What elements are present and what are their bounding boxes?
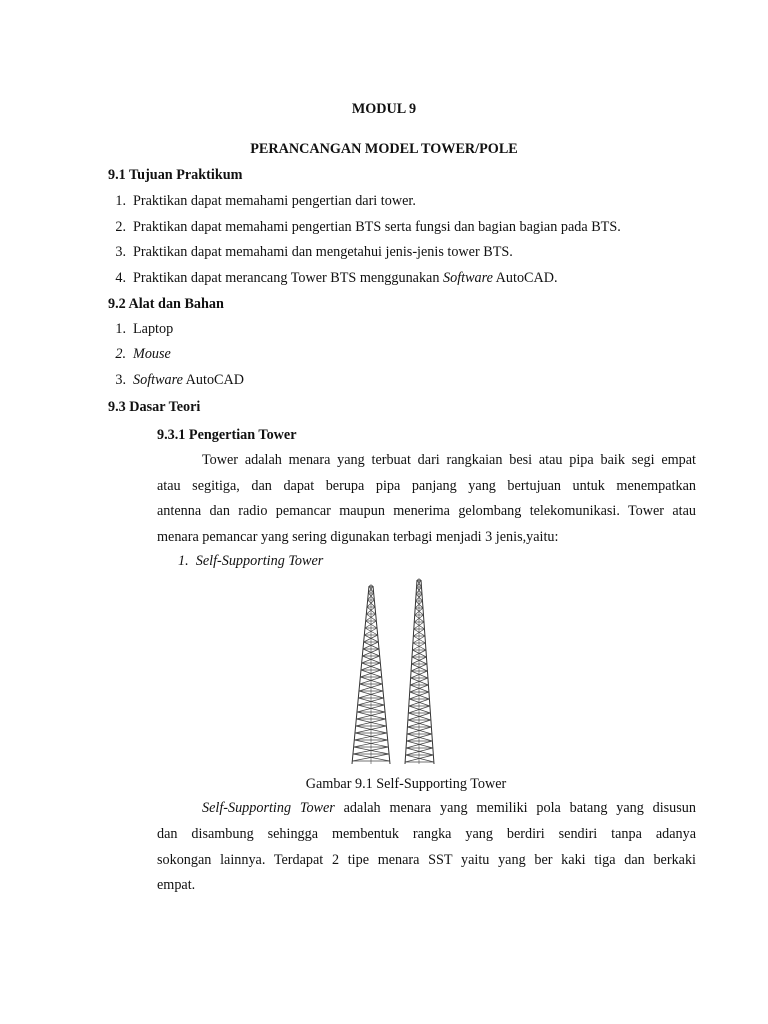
list-item: 4. Praktikan dapat merancang Tower BTS menggunakan Software AutoCAD. [115, 270, 558, 286]
list-item: 2. Mouse [115, 346, 171, 362]
list-item: 1. Self-Supporting Tower [178, 553, 324, 569]
paragraph-line: menara pemancar yang sering digunakan terbagi menjadi 3 jenis,yaitu: [157, 529, 559, 545]
section-heading-dasar: 9.3 Dasar Teori [108, 399, 201, 415]
figure-caption: Gambar 9.1 Self-Supporting Tower [305, 776, 507, 792]
paragraph-line: Tower adalah menara yang terbuat dari rangkaian besi atau pipa baik segi empat [202, 452, 696, 468]
list-item: 3. Praktikan dapat memahami dan mengetahui jenis-jenis tower BTS. [115, 244, 513, 260]
tower-left [352, 584, 390, 764]
list-item: 1. Laptop [115, 321, 174, 337]
section-heading-alat: 9.2 Alat dan Bahan [108, 296, 224, 312]
paragraph-line: Self-Supporting Tower adalah menara yang memiliki pola batang yang disusun [202, 800, 696, 816]
module-subtitle: PERANCANGAN MODEL TOWER/POLE [250, 141, 518, 157]
list-item: 1. Praktikan dapat memahami pengertian dari tower. [115, 193, 416, 209]
module-title: MODUL 9 [351, 101, 417, 117]
paragraph-line: empat. [157, 877, 196, 893]
paragraph-line: dan disambung sehingga membentuk rangka yang berdiri sendiri tanpa adanya [157, 826, 696, 842]
paragraph-line: atau segitiga, dan dapat berupa pipa panjang yang bertujuan untuk menempatkan [157, 478, 696, 494]
paragraph-line: antenna dan radio pemancar maupun menerima gelombang telekomunikasi. Tower atau [157, 503, 696, 519]
section-heading-tujuan: 9.1 Tujuan Praktikum [108, 167, 243, 183]
tower-figure [350, 578, 454, 770]
list-item: 3. Software AutoCAD [115, 372, 245, 388]
list-item: 2. Praktikan dapat memahami pengertian BTS serta fungsi dan bagian bagian pada BTS. [115, 219, 621, 235]
paragraph-line: sokongan lainnya. Terdapat 2 tipe menara SST yaitu yang ber kaki tiga dan berkaki [157, 852, 696, 868]
subsection-heading: 9.3.1 Pengertian Tower [157, 427, 297, 443]
